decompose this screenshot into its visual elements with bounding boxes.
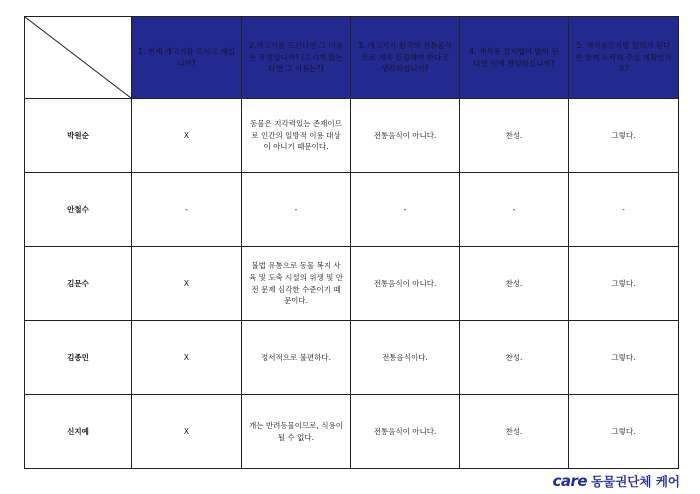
answer-cell: - — [132, 173, 242, 247]
header-row — [25, 17, 679, 99]
answer-cell: 전통음식이다. — [351, 321, 460, 395]
answer-cell: 찬성. — [460, 99, 569, 173]
answer-cell: 찬성. — [460, 321, 569, 395]
answer-cell: X — [132, 395, 242, 469]
table-row — [25, 173, 679, 247]
question-1-header: 1. 현재 개고기를 드시고 계십니까? — [132, 17, 242, 99]
care-logo — [553, 472, 680, 490]
candidate-name: 김문수 — [25, 247, 132, 321]
answer-cell: 전통음식이 아니다. — [351, 99, 460, 173]
question-4-header: 4. 개식용 금지법이 발의 된다면 이에 찬성하십니까? — [460, 17, 569, 99]
answer-cell: 그렇다. — [569, 247, 679, 321]
care-wordmark: care — [552, 472, 588, 490]
candidate-name: 박원순 — [25, 99, 132, 173]
answer-cell: 찬성. — [460, 395, 569, 469]
answer-cell: X — [132, 99, 242, 173]
answer-cell: 전통음식이 아니다. — [351, 395, 460, 469]
answer-cell: 그렇다. — [569, 395, 679, 469]
answer-cell: 정서적으로 불편하다. — [242, 321, 351, 395]
table-row — [25, 99, 679, 173]
candidate-name: 김종민 — [25, 321, 132, 395]
candidate-name: 안철수 — [25, 173, 132, 247]
table-row — [25, 321, 679, 395]
answer-cell: 동물은 지각력있는 존재이므로 인간의 일방적 이용 대상이 아니기 때문이다. — [242, 99, 351, 173]
answer-cell: 개는 반려동물이므로, 식용이 될 수 없다. — [242, 395, 351, 469]
answer-cell: X — [132, 247, 242, 321]
answer-cell: - — [351, 173, 460, 247]
answer-cell: 찬성. — [460, 247, 569, 321]
answer-cell: 그렇다. — [569, 99, 679, 173]
table-row — [25, 247, 679, 321]
survey-table — [24, 16, 679, 469]
question-2-header: 2.개고기를 드신다면 그 이유는 무엇입니까? (드시지 않는다면 그 이유는?) — [242, 17, 351, 99]
answer-cell: - — [242, 173, 351, 247]
table-row — [25, 395, 679, 469]
question-5-header: 5. 개식용금지법 발의가 된다면 함께 노력해 주실 계획인가요? — [569, 17, 679, 99]
answer-cell: - — [569, 173, 679, 247]
answer-cell: 전통음식이 아니다. — [351, 247, 460, 321]
org-name: 동물권단체 케어 — [591, 474, 680, 489]
answer-cell: 그렇다. — [569, 321, 679, 395]
question-3-header: 3. 개고기가 한국의 전통음식으로 계속 인정해야 한다고 생각하십니까? — [351, 17, 460, 99]
answer-cell: 불법 유통으로 동물 복지 사육 및 도축 시설의 위생 및 안전 문제 심각한 수준이기 때문이다. — [242, 247, 351, 321]
answer-cell: - — [460, 173, 569, 247]
corner-cell — [25, 17, 132, 99]
diagonal-line — [25, 17, 131, 98]
answer-cell: X — [132, 321, 242, 395]
candidate-name: 신지예 — [25, 395, 132, 469]
